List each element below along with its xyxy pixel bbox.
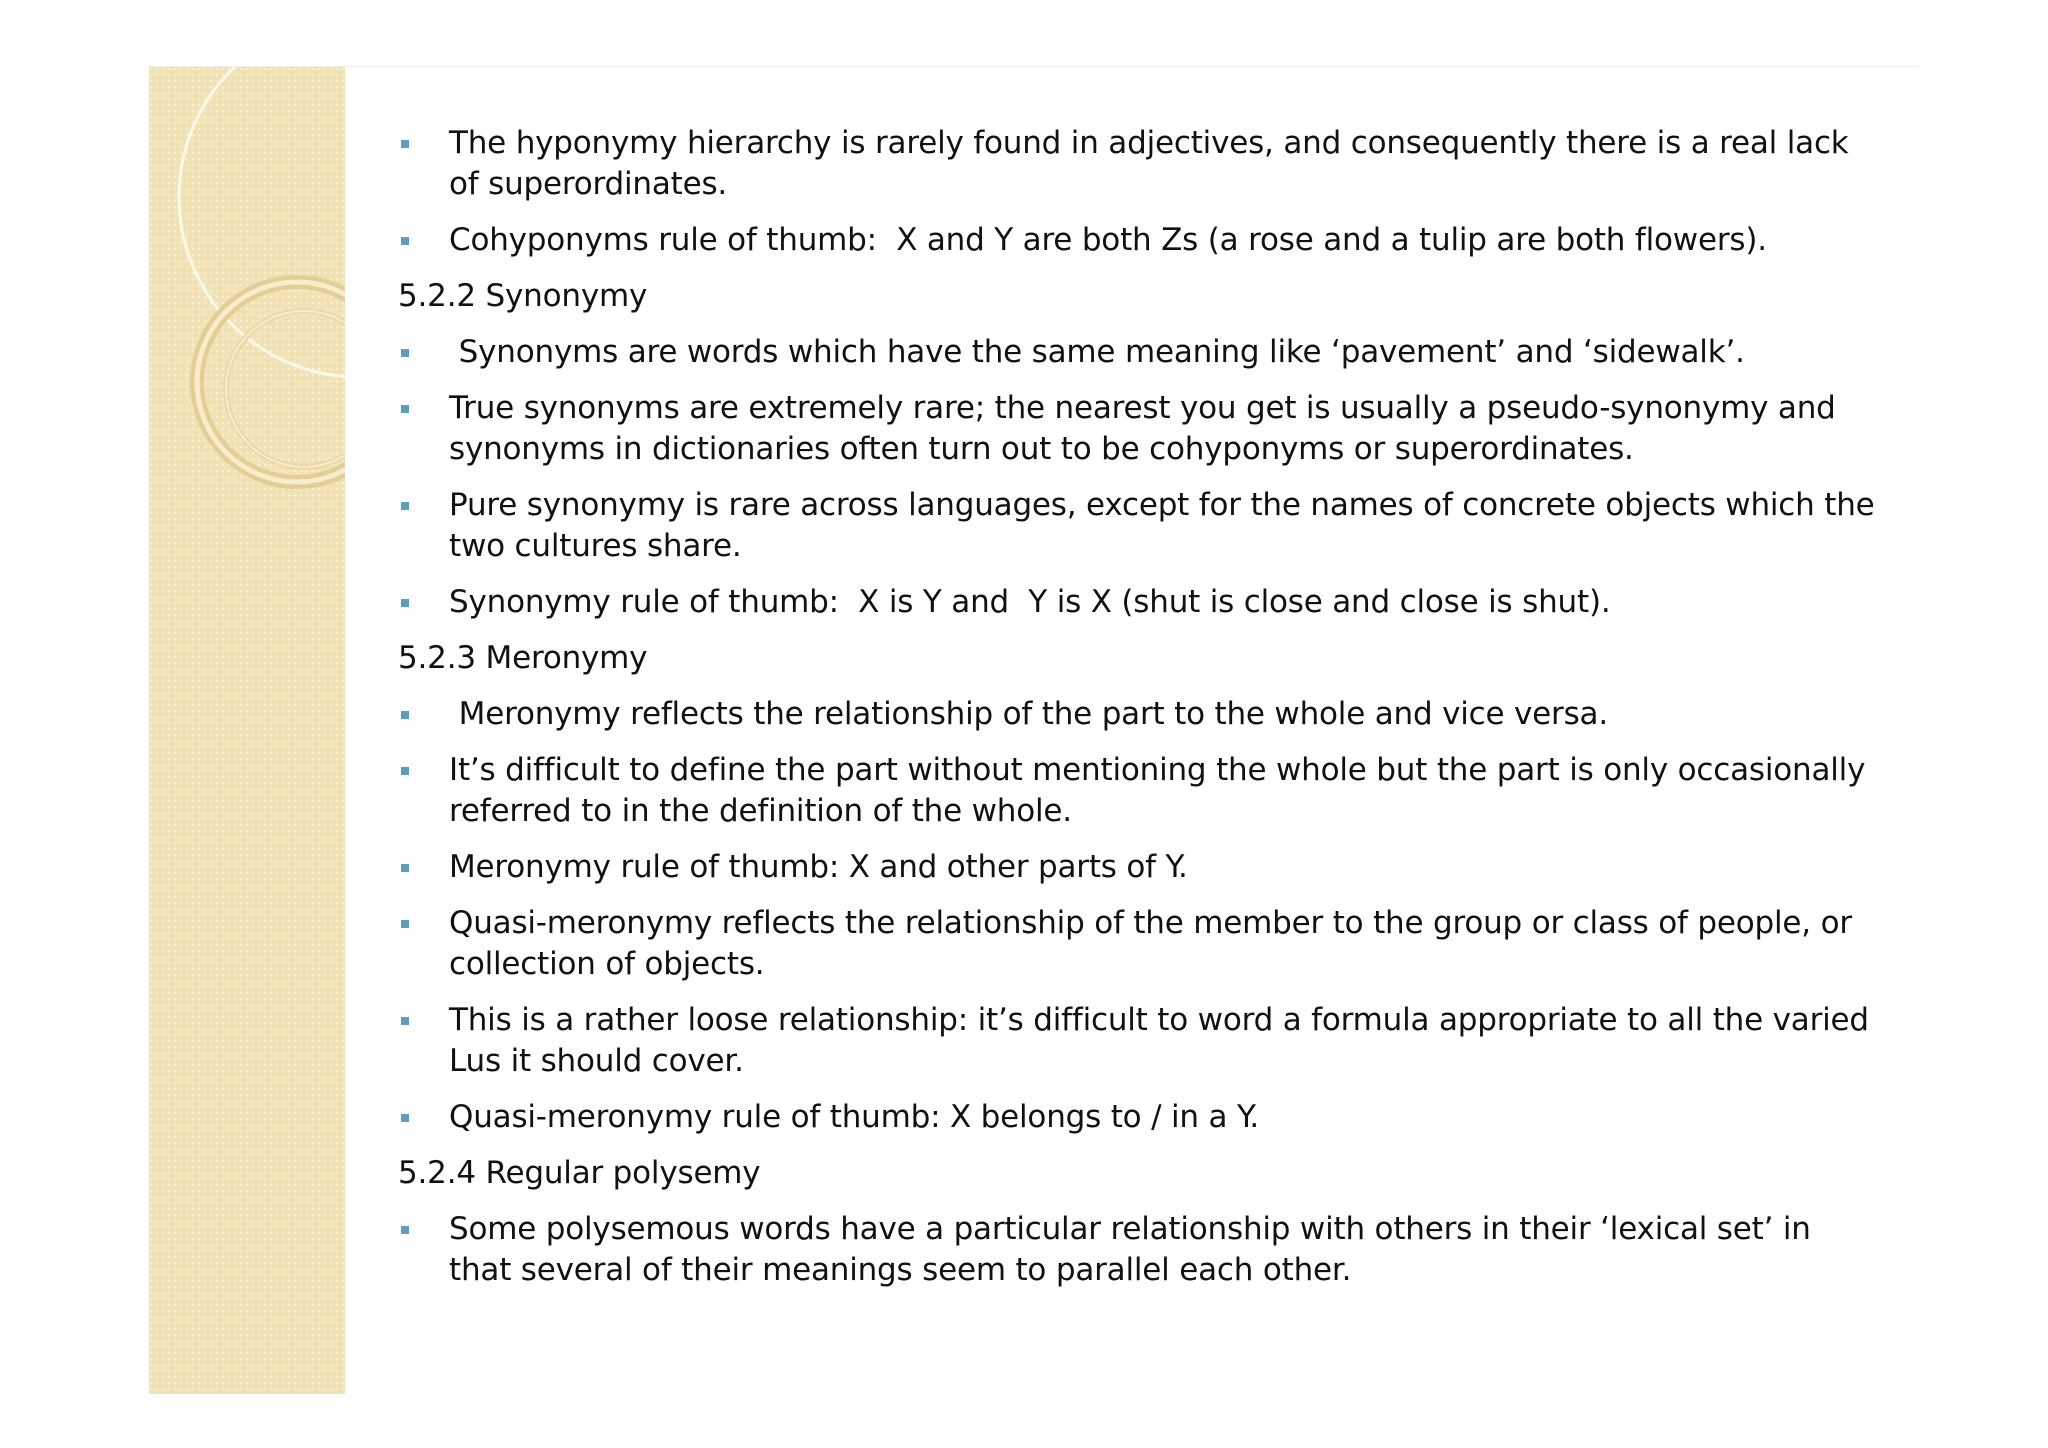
section-heading: 5.2.3 Meronymy — [398, 640, 648, 676]
square-bullet-icon — [401, 237, 409, 245]
bullet-text: Synonyms are words which have the same meaning like ‘pavement’ and ‘sidewalk’. — [449, 334, 1745, 370]
bullet-item — [398, 485, 1885, 567]
square-bullet-icon — [401, 767, 409, 775]
bullet-text: The hyponymy hierarchy is rarely found in adjectives, and consequently there is a real lack of superordinates. — [449, 125, 1859, 202]
slide-content — [398, 123, 1885, 1306]
square-bullet-icon — [401, 599, 409, 607]
square-bullet-icon — [401, 1017, 409, 1025]
bullet-text: Quasi-meronymy reflects the relationship of the member to the group or class of people, or collection of objects. — [449, 905, 1862, 982]
bullet-text: Some polysemous words have a particular relationship with others in their ‘lexical set’ in that several of their meanings seem to parallel each other. — [449, 1211, 1821, 1288]
square-bullet-icon — [401, 711, 409, 719]
bullet-item — [398, 750, 1878, 832]
bullet-text: It’s difficult to define the part without mentioning the whole but the part is only occasionally referred to in the definition of the whole. — [449, 752, 1875, 829]
decorative-circles — [149, 67, 345, 1394]
bullet-item — [398, 220, 1878, 261]
bullet-text: Pure synonymy is rare across languages, except for the names of concrete objects which the two cultures share. — [449, 487, 1885, 564]
bullet-text: True synonyms are extremely rare; the nearest you get is usually a pseudo-synonymy and synonyms in dictionaries often turn out to be cohyponyms or superordinates. — [449, 390, 1846, 467]
square-bullet-icon — [401, 405, 409, 413]
section-heading: 5.2.2 Synonymy — [398, 278, 648, 314]
square-bullet-icon — [401, 864, 409, 872]
bullet-item — [398, 582, 1878, 623]
bullet-item — [398, 1000, 1878, 1082]
bullet-text: Synonymy rule of thumb: X is Y and Y is X (shut is close and close is shut). — [449, 584, 1611, 620]
slide — [149, 66, 1919, 1394]
bullet-item — [398, 388, 1878, 470]
square-bullet-icon — [401, 920, 409, 928]
square-bullet-icon — [401, 1114, 409, 1122]
square-bullet-icon — [401, 349, 409, 357]
bullet-text: Quasi-meronymy rule of thumb: X belongs to / in a Y. — [449, 1099, 1260, 1135]
bullet-item — [398, 123, 1878, 205]
bullet-text: Meronymy rule of thumb: X and other parts of Y. — [449, 849, 1188, 885]
bullet-text: This is a rather loose relationship: it’s difficult to word a formula appropriate to all the varied Lus it should cover. — [449, 1002, 1879, 1079]
bullet-text: Cohyponyms rule of thumb: X and Y are both Zs (a rose and a tulip are both flowers). — [449, 222, 1767, 258]
square-bullet-icon — [401, 1226, 409, 1234]
section-heading: 5.2.4 Regular polysemy — [398, 1155, 761, 1191]
bullet-text: Meronymy reflects the relationship of the part to the whole and vice versa. — [449, 696, 1609, 732]
square-bullet-icon — [401, 140, 409, 148]
bullet-item — [398, 1209, 1878, 1291]
bullet-item — [398, 903, 1878, 985]
bullet-item — [398, 847, 1878, 888]
decorative-side-band — [149, 67, 345, 1394]
bullet-item — [398, 694, 1878, 735]
bullet-item — [398, 1097, 1878, 1138]
square-bullet-icon — [401, 502, 409, 510]
bullet-item — [398, 332, 1878, 373]
